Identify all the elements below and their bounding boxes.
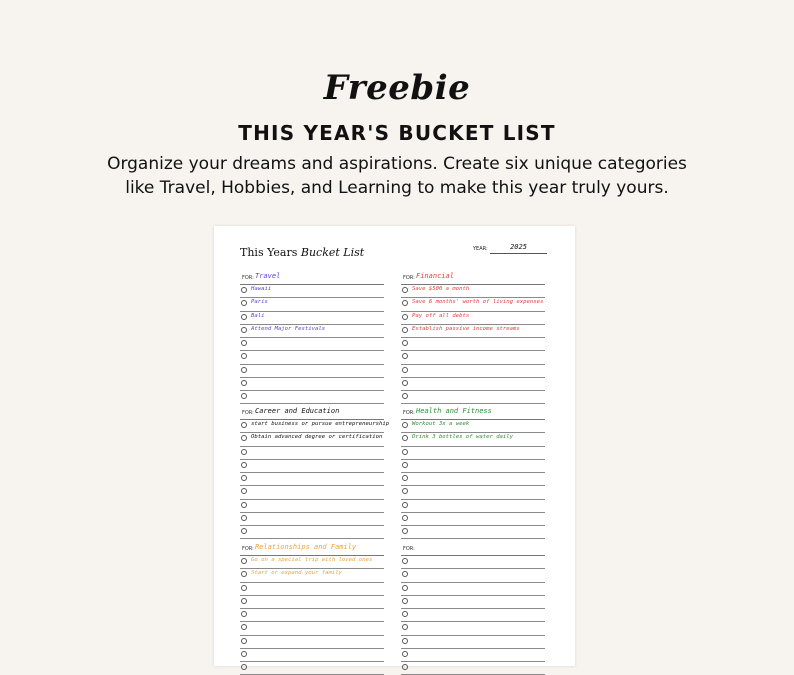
list-item-text[interactable]: Start or expand your family — [251, 570, 342, 577]
for-label: FOR: — [242, 410, 254, 416]
checkbox-circle-icon[interactable] — [402, 664, 408, 670]
list-item — [240, 365, 384, 378]
list-item — [240, 351, 384, 364]
checkbox-circle-icon[interactable] — [402, 585, 408, 591]
list-item — [240, 338, 384, 351]
checkbox-circle-icon[interactable] — [241, 571, 247, 577]
checkbox-circle-icon[interactable] — [241, 475, 247, 481]
list-item — [240, 526, 384, 539]
list-item — [240, 486, 384, 499]
list-item — [240, 391, 384, 404]
checkbox-circle-icon[interactable] — [241, 300, 247, 306]
checkbox-circle-icon[interactable] — [402, 488, 408, 494]
checkbox-circle-icon[interactable] — [241, 422, 247, 428]
checkbox-circle-icon[interactable] — [241, 558, 247, 564]
list-item — [401, 420, 545, 433]
section-header — [401, 543, 545, 556]
list-item — [401, 460, 545, 473]
list-item — [240, 460, 384, 473]
list-item — [401, 622, 545, 635]
list-item — [401, 636, 545, 649]
list-item — [240, 298, 384, 311]
list-item-text[interactable]: Drink 3 bottles of water daily — [412, 434, 514, 441]
list-item — [401, 433, 545, 446]
checkbox-circle-icon[interactable] — [402, 314, 408, 320]
checkbox-circle-icon[interactable] — [402, 353, 408, 359]
checkbox-circle-icon[interactable] — [241, 488, 247, 494]
list-item-text[interactable]: Paris — [251, 299, 268, 306]
list-item — [240, 325, 384, 338]
freebie-heading: Freebie — [323, 68, 471, 108]
category-name[interactable]: Travel — [255, 272, 281, 280]
list-item-text[interactable]: Establish passive income streams — [412, 325, 520, 332]
list-item — [240, 312, 384, 325]
list-item — [401, 473, 545, 486]
list-item — [401, 649, 545, 662]
checkbox-circle-icon[interactable] — [241, 393, 247, 399]
page-subtitle: THIS YEAR'S BUCKET LIST — [238, 121, 556, 145]
description-text: Organize your dreams and aspirations. Create six unique categories like Travel, Hobbies, and Learning to make this year truly yours. — [107, 154, 687, 198]
list-item — [240, 649, 384, 662]
list-item — [240, 569, 384, 582]
list-item — [401, 285, 545, 298]
checkbox-circle-icon[interactable] — [402, 558, 408, 564]
list-item — [401, 447, 545, 460]
section-header — [240, 272, 384, 285]
list-item-text[interactable]: start business or pursue entrepreneurship — [251, 421, 390, 427]
for-label: FOR: — [242, 275, 254, 281]
bucket-list-sheet — [214, 226, 575, 666]
checkbox-circle-icon[interactable] — [241, 435, 247, 441]
list-item — [401, 569, 545, 582]
list-item-text[interactable]: Save 6 months' worth of living expenses — [412, 299, 544, 306]
checkbox-circle-icon[interactable] — [241, 638, 247, 644]
checkbox-circle-icon[interactable] — [241, 449, 247, 455]
section-header — [240, 543, 384, 556]
list-item — [401, 338, 545, 351]
checkbox-circle-icon[interactable] — [402, 300, 408, 306]
bucket-section — [401, 543, 545, 675]
category-name[interactable]: Career and Education — [255, 407, 340, 415]
checkbox-circle-icon[interactable] — [402, 475, 408, 481]
bucket-section — [240, 543, 384, 675]
list-item-text[interactable]: Hawaii — [251, 286, 272, 292]
list-item-text[interactable]: Pay off all debts — [412, 312, 470, 319]
list-item — [401, 365, 545, 378]
section-header — [240, 407, 384, 420]
list-item — [240, 447, 384, 460]
checkbox-circle-icon[interactable] — [402, 502, 408, 508]
checkbox-circle-icon[interactable] — [402, 611, 408, 617]
list-item — [401, 312, 545, 325]
checkbox-circle-icon[interactable] — [402, 528, 408, 534]
checkbox-circle-icon[interactable] — [241, 502, 247, 508]
checkbox-circle-icon[interactable] — [402, 327, 408, 333]
checkbox-circle-icon[interactable] — [402, 422, 408, 428]
list-item — [240, 285, 384, 298]
category-name[interactable]: Financial — [416, 272, 454, 280]
checkbox-circle-icon[interactable] — [402, 393, 408, 399]
checkbox-circle-icon[interactable] — [241, 664, 247, 670]
list-item — [240, 473, 384, 486]
for-label: FOR: — [403, 546, 415, 552]
list-item — [401, 596, 545, 609]
list-item — [240, 596, 384, 609]
checkbox-circle-icon[interactable] — [402, 598, 408, 604]
list-item-text[interactable]: Attend Major Festivals — [251, 325, 326, 332]
list-item — [240, 556, 384, 569]
list-item-text[interactable]: Go on a special trip with loved ones — [251, 557, 373, 563]
for-label: FOR: — [403, 275, 415, 281]
sheet-title-plain: This Years — [240, 246, 298, 259]
checkbox-circle-icon[interactable] — [402, 449, 408, 455]
year-label: YEAR: — [473, 246, 488, 252]
checkbox-circle-icon[interactable] — [402, 571, 408, 577]
bucket-section — [240, 407, 390, 539]
list-item — [401, 486, 545, 499]
list-item — [240, 513, 384, 526]
checkbox-circle-icon[interactable] — [402, 287, 408, 293]
checkbox-circle-icon[interactable] — [241, 598, 247, 604]
list-item-text[interactable]: Bali — [251, 312, 265, 319]
checkbox-circle-icon[interactable] — [402, 367, 408, 373]
list-item — [401, 298, 545, 311]
list-item — [401, 325, 545, 338]
list-item — [401, 526, 545, 539]
checkbox-circle-icon[interactable] — [402, 515, 408, 521]
checkbox-circle-icon[interactable] — [241, 462, 247, 468]
checkbox-circle-icon[interactable] — [402, 380, 408, 386]
list-item — [401, 556, 545, 569]
list-item — [240, 609, 384, 622]
list-item — [240, 500, 384, 513]
for-label: FOR: — [242, 546, 254, 552]
checkbox-circle-icon[interactable] — [241, 624, 247, 630]
list-item — [240, 433, 384, 446]
list-item — [401, 378, 545, 391]
checkbox-circle-icon[interactable] — [241, 287, 247, 293]
list-item — [401, 513, 545, 526]
list-item-text[interactable]: Obtain advanced degree or certification — [251, 434, 383, 441]
list-item-text[interactable]: Workout 3x a week — [412, 421, 470, 427]
sheet-title — [240, 246, 364, 259]
sheet-title-italic: Bucket List — [300, 246, 365, 259]
bucket-section — [401, 272, 545, 404]
checkbox-circle-icon[interactable] — [241, 353, 247, 359]
list-item — [240, 378, 384, 391]
list-item — [401, 351, 545, 364]
checkbox-circle-icon[interactable] — [402, 340, 408, 346]
checkbox-circle-icon[interactable] — [402, 462, 408, 468]
list-item — [240, 420, 390, 433]
bucket-section — [401, 407, 545, 539]
list-item — [401, 662, 545, 675]
year-field[interactable]: 2025 — [490, 243, 547, 254]
checkbox-circle-icon[interactable] — [241, 367, 247, 373]
category-name[interactable]: Relationships and Family — [255, 543, 357, 551]
checkbox-circle-icon[interactable] — [241, 314, 247, 320]
list-item-text[interactable]: Save $500 a month — [412, 286, 470, 292]
list-item — [240, 583, 384, 596]
bucket-section — [240, 272, 384, 404]
list-item — [401, 391, 545, 404]
category-name[interactable]: Health and Fitness — [416, 407, 492, 415]
list-item — [240, 622, 384, 635]
checkbox-circle-icon[interactable] — [402, 435, 408, 441]
checkbox-circle-icon[interactable] — [402, 624, 408, 630]
list-item — [240, 662, 384, 675]
for-label: FOR: — [403, 410, 415, 416]
list-item — [240, 636, 384, 649]
checkbox-circle-icon[interactable] — [241, 611, 247, 617]
checkbox-circle-icon[interactable] — [241, 327, 247, 333]
checkbox-circle-icon[interactable] — [241, 340, 247, 346]
checkbox-circle-icon[interactable] — [402, 638, 408, 644]
section-header — [401, 272, 545, 285]
list-item — [401, 500, 545, 513]
section-header — [401, 407, 545, 420]
checkbox-circle-icon[interactable] — [241, 528, 247, 534]
checkbox-circle-icon[interactable] — [241, 515, 247, 521]
list-item — [401, 583, 545, 596]
checkbox-circle-icon[interactable] — [241, 585, 247, 591]
checkbox-circle-icon[interactable] — [241, 380, 247, 386]
list-item — [401, 609, 545, 622]
